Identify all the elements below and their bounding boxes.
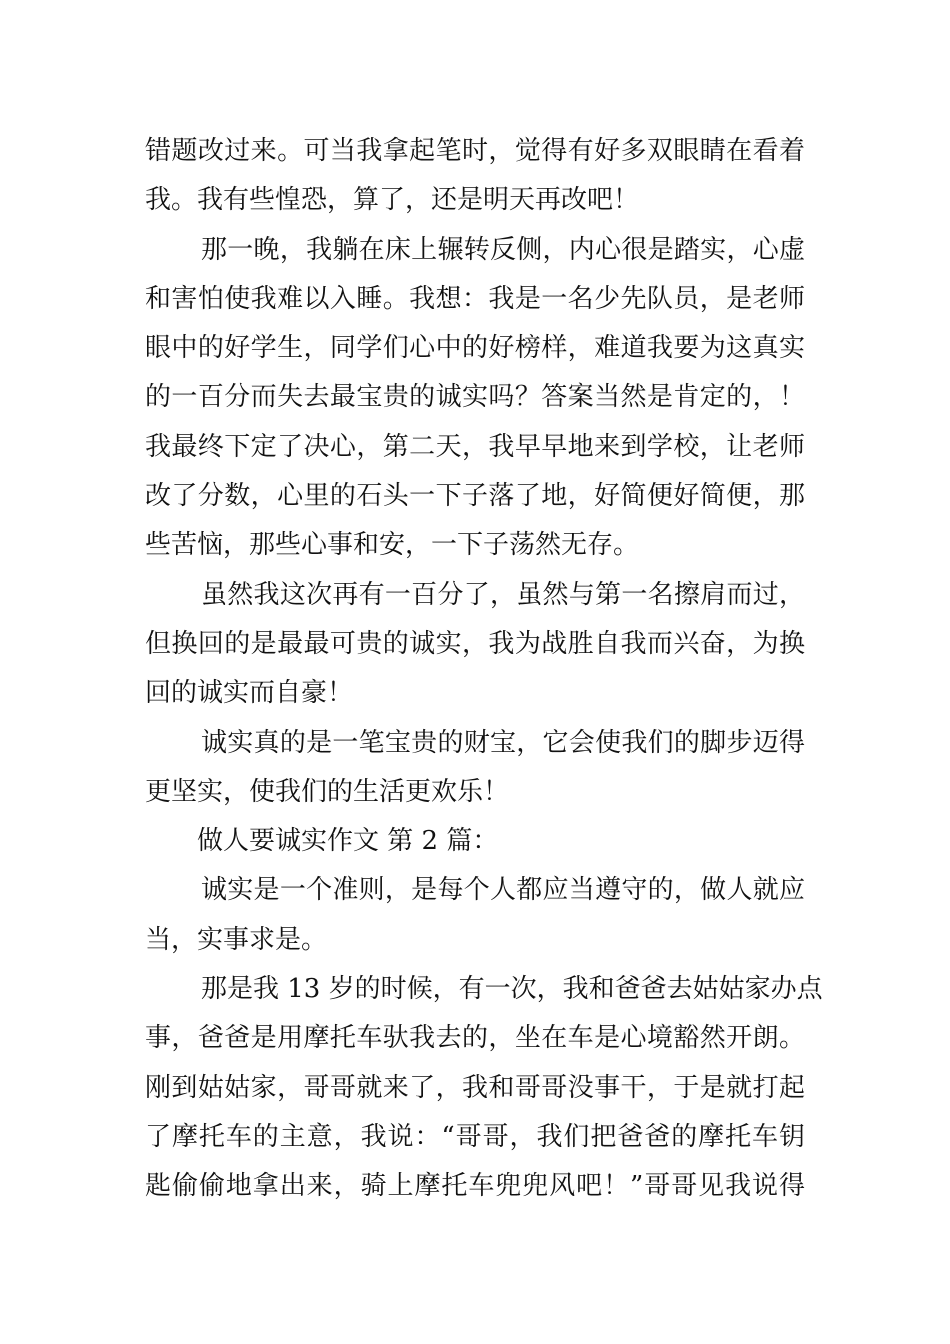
section-heading: 做人要诚实作文 第 2 篇：: [197, 826, 499, 857]
text-line: 刚到姑姑家，哥哥就来了，我和哥哥没事干，于是就打起: [145, 1072, 805, 1103]
text-line: 回的诚实而自豪！: [145, 678, 354, 709]
text-line: 改了分数，心里的石头一下子落了地，好简便好简便，那: [145, 481, 805, 512]
paragraph-start-line: 那是我 13 岁的时候，有一次，我和爸爸去姑姑家办点: [201, 974, 823, 1005]
paragraph-start-line: 诚实是一个准则，是每个人都应当遵守的，做人就应: [201, 875, 805, 906]
text-line: 事，爸爸是用摩托车驮我去的，坐在车是心境豁然开朗。: [145, 1023, 805, 1054]
text-line: 错题改过来。可当我拿起笔时，觉得有好多双眼睛在看着: [145, 136, 805, 166]
paragraph-start-line: 诚实真的是一笔宝贵的财宝，它会使我们的脚步迈得: [201, 727, 805, 758]
text-line: 眼中的好学生，同学们心中的好榜样，难道我要为这真实: [145, 333, 805, 364]
text-line: 匙偷偷地拿出来，骑上摩托车兜兜风吧！”哥哥见我说得: [145, 1171, 805, 1202]
text-line: 了摩托车的主意，我说：“哥哥，我们把爸爸的摩托车钥: [145, 1121, 805, 1152]
text-line: 但换回的是最最可贵的诚实，我为战胜自我而兴奋，为换: [145, 628, 805, 659]
text-line: 当，实事求是。: [145, 924, 328, 955]
text-line: 我。我有些惶恐，算了，还是明天再改吧！: [145, 185, 640, 216]
paragraph-start-line: 虽然我这次再有一百分了，虽然与第一名擦肩而过，: [201, 579, 805, 610]
text-line: 我最终下定了决心，第二天，我早早地来到学校，让老师: [145, 431, 805, 462]
text-line: 些苦恼，那些心事和安，一下子荡然无存。: [145, 530, 640, 561]
document-body: [145, 127, 823, 1212]
paragraph-start-line: 那一晚，我躺在床上辗转反侧，内心很是踏实，心虚: [201, 234, 805, 265]
text-line: 的一百分而失去最宝贵的诚实吗？答案当然是肯定的，！: [145, 382, 805, 413]
text-line: 更坚实，使我们的生活更欢乐！: [145, 776, 510, 807]
text-line: 和害怕使我难以入睡。我想：我是一名少先队员，是老师: [145, 283, 805, 314]
